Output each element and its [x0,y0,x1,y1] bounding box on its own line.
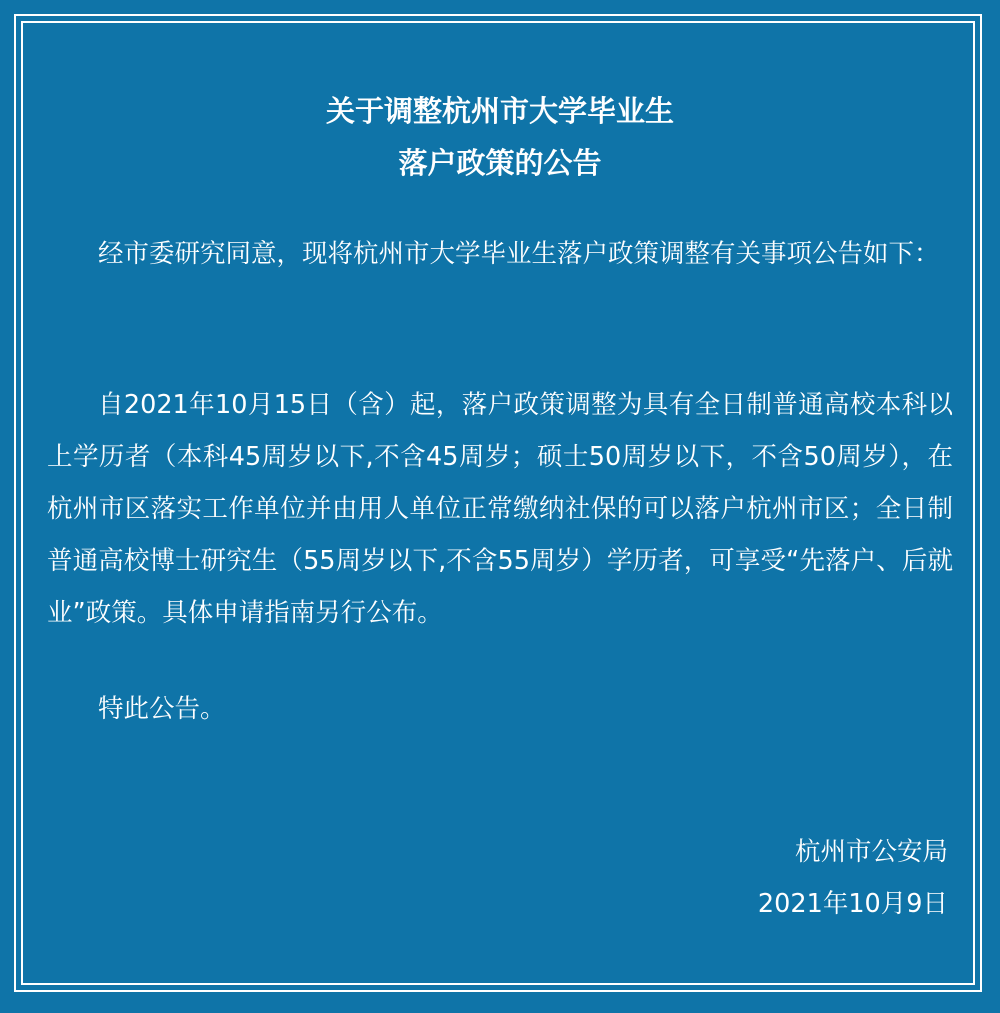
notice-title-line-2: 落户政策的公告 [398,146,602,180]
closing-paragraph: 特此公告。 [98,694,226,724]
signature-organization: 杭州市公安局 [794,837,948,867]
intro-paragraph: 经市委研究同意，现将杭州市大学毕业生落户政策调整有关事项公告如下： [98,239,940,269]
notice-title-line-1: 关于调整杭州市大学毕业生 [325,94,674,128]
signature-date: 2021年10月9日 [757,889,948,919]
policy-paragraph: 自2021年10月15日（含）起，落户政策调整为具有全日制普通高校本科以上学历者（本科45周岁以下,不含45周岁；硕士50周岁以下，不含50周岁），在杭州市区落实工作单位并由用人单位正常缴纳社保的可以落户杭州市区；全日制普通高校博士研究生（55周岁以下,不含55周岁）学历者，可享受“先落户、后就业”政策。具体申请指南另行公布。 [47,390,953,628]
